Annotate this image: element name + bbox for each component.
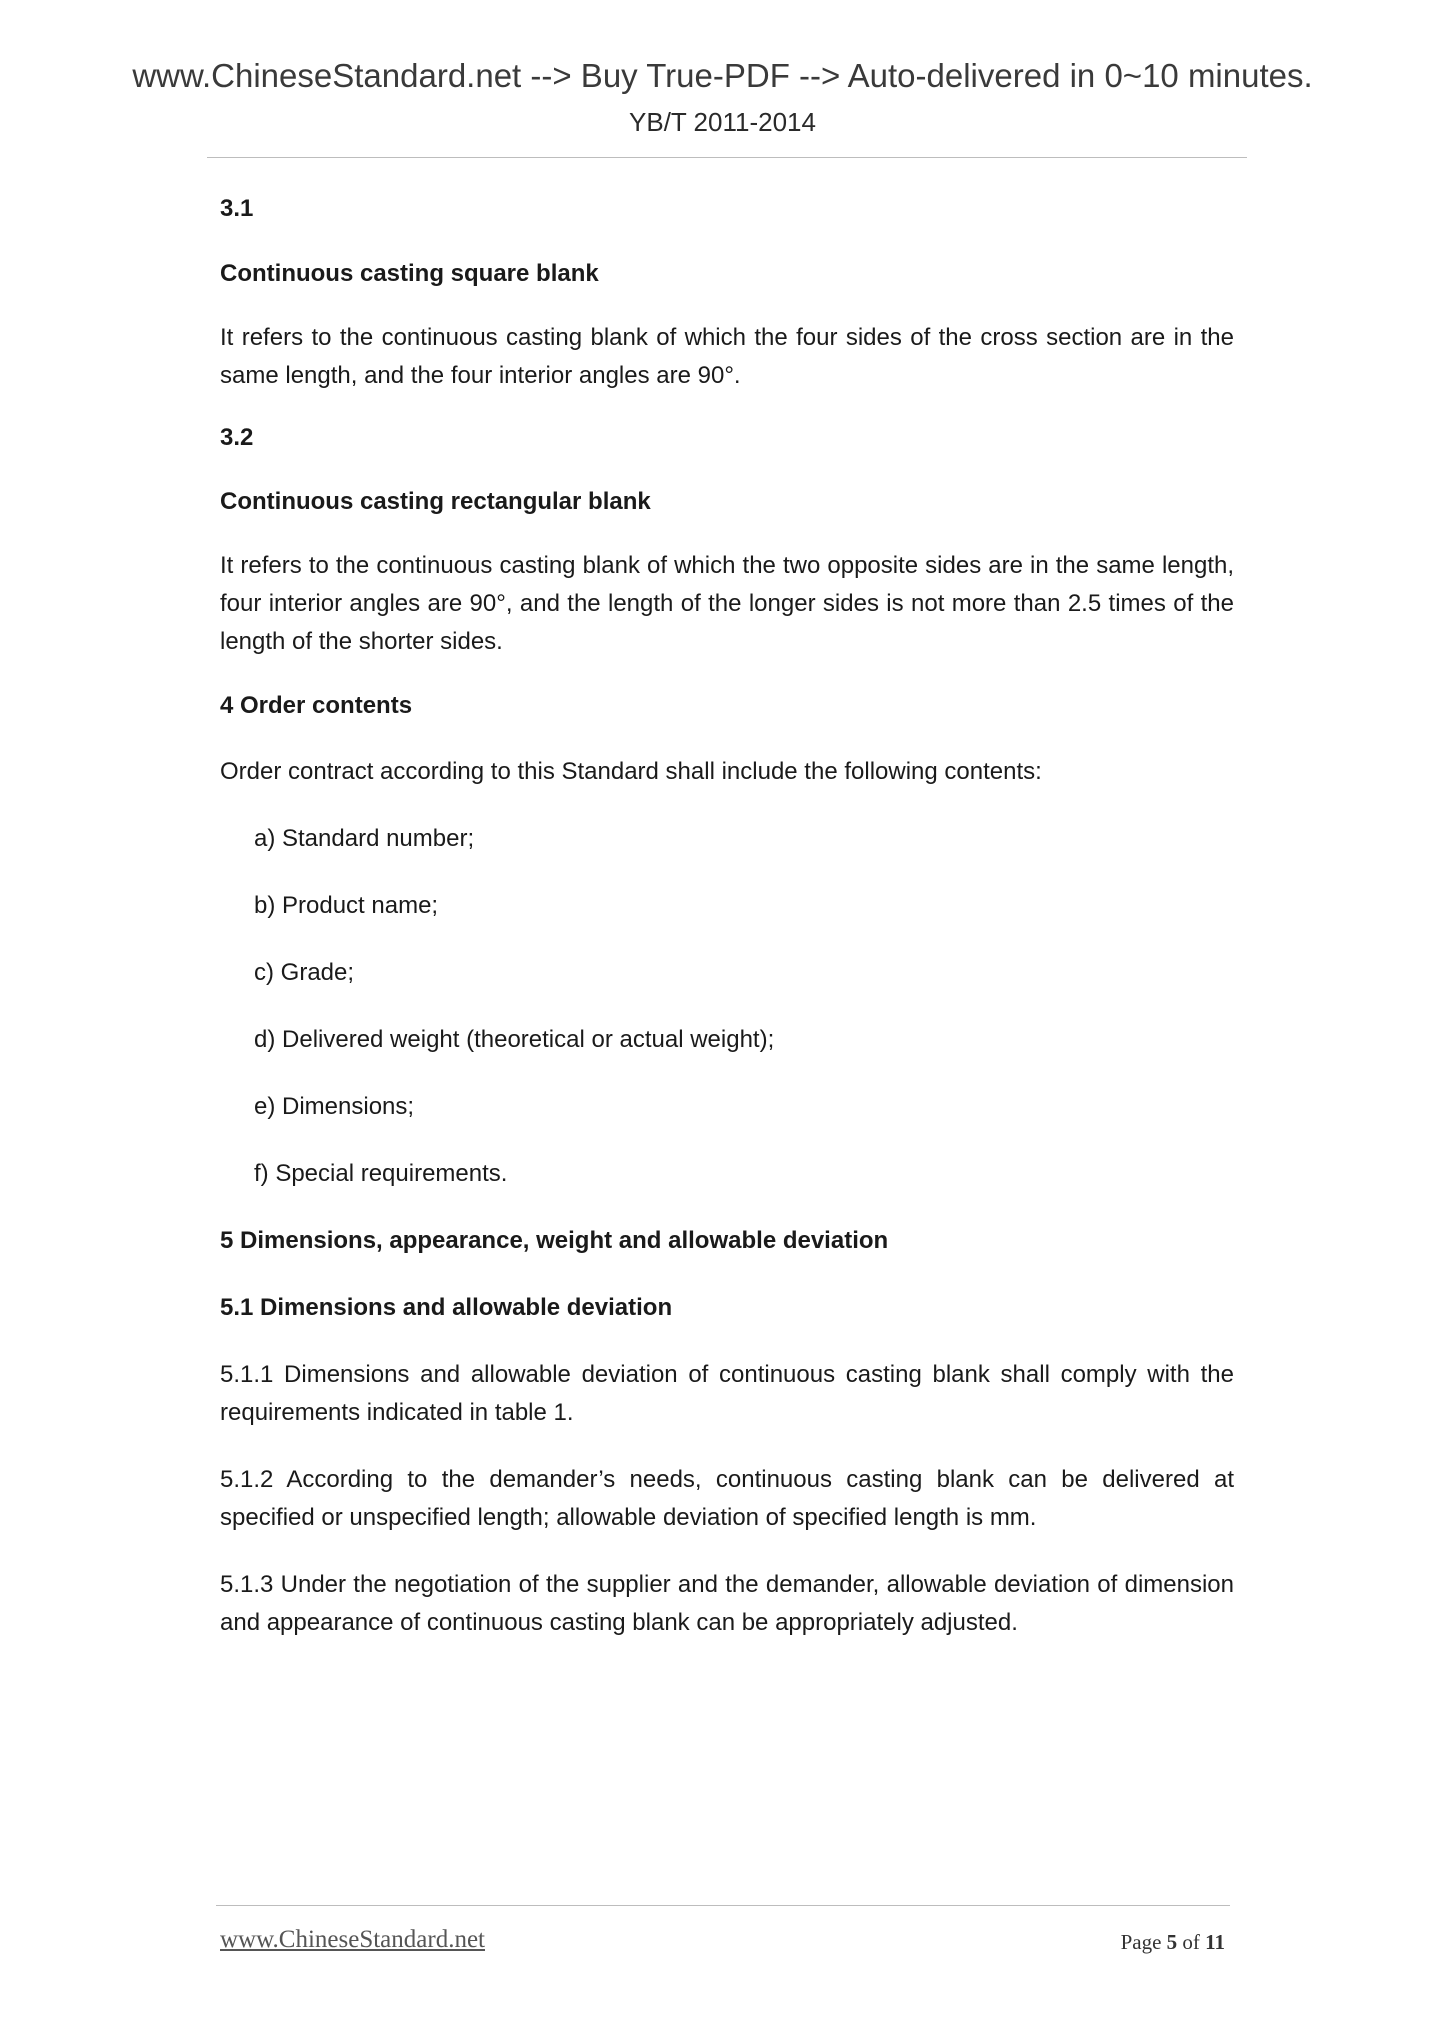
paragraph-5-1-2: 5.1.2 According to the demander’s needs, continuous casting blank can be delivered at specified or unspecified length; allowable deviation of specified length is mm. — [220, 1466, 1234, 1531]
definition-square-blank: It refers to the continuous casting blank of which the four sides of the cross section are in the same length, and the four interior angles are 90°. — [220, 324, 1234, 389]
clause-number-3-1: 3.1 — [220, 195, 254, 222]
document-body — [220, 190, 1234, 1642]
standard-code: YB/T 2011-2014 — [629, 107, 816, 137]
list-item: e) Dimensions; — [254, 1093, 415, 1120]
clause-number-3-2: 3.2 — [220, 424, 254, 451]
site-banner: www.ChineseStandard.net --> Buy True-PDF --> Auto-delivered in 0~10 minutes. — [132, 57, 1313, 94]
definition-rectangular-blank: It refers to the continuous casting blank of which the two opposite sides are in the same length, four interior angles are 90°, and the length of the longer sides is not more than 2.5 times of the length of the shorter sides. — [220, 552, 1234, 655]
subsection-heading-5-1: 5.1 Dimensions and allowable deviation — [220, 1294, 673, 1321]
page-word: Page — [1120, 1930, 1162, 1954]
paragraph-5-1-3: 5.1.3 Under the negotiation of the supplier and the demander, allowable deviation of dimension and appearance of continuous casting blank can be appropriately adjusted. — [220, 1571, 1234, 1636]
page-current: 5 — [1166, 1930, 1178, 1954]
section-heading-order-contents: 4 Order contents — [220, 692, 413, 719]
list-item: a) Standard number; — [254, 825, 475, 852]
list-item: d) Delivered weight (theoretical or actual weight); — [254, 1026, 775, 1053]
footer-divider — [216, 1905, 1230, 1906]
paragraph-5-1-1: 5.1.1 Dimensions and allowable deviation of continuous casting blank shall comply with the requirements indicated in table 1. — [220, 1361, 1234, 1426]
section-heading-dimensions: 5 Dimensions, appearance, weight and allowable deviation — [220, 1227, 889, 1254]
footer-site-link[interactable]: www.ChineseStandard.net — [220, 1926, 485, 1953]
term-rectangular-blank: Continuous casting rectangular blank — [220, 488, 651, 515]
page-number — [1060, 1930, 1225, 1955]
order-contents-intro: Order contract according to this Standard shall include the following contents: — [220, 758, 1042, 785]
list-item: c) Grade; — [254, 959, 355, 986]
list-item: f) Special requirements. — [254, 1160, 508, 1187]
page-of: of — [1182, 1930, 1200, 1954]
term-square-blank: Continuous casting square blank — [220, 260, 599, 287]
header-divider — [207, 157, 1247, 158]
list-item: b) Product name; — [254, 892, 439, 919]
page-total: 11 — [1205, 1930, 1225, 1954]
